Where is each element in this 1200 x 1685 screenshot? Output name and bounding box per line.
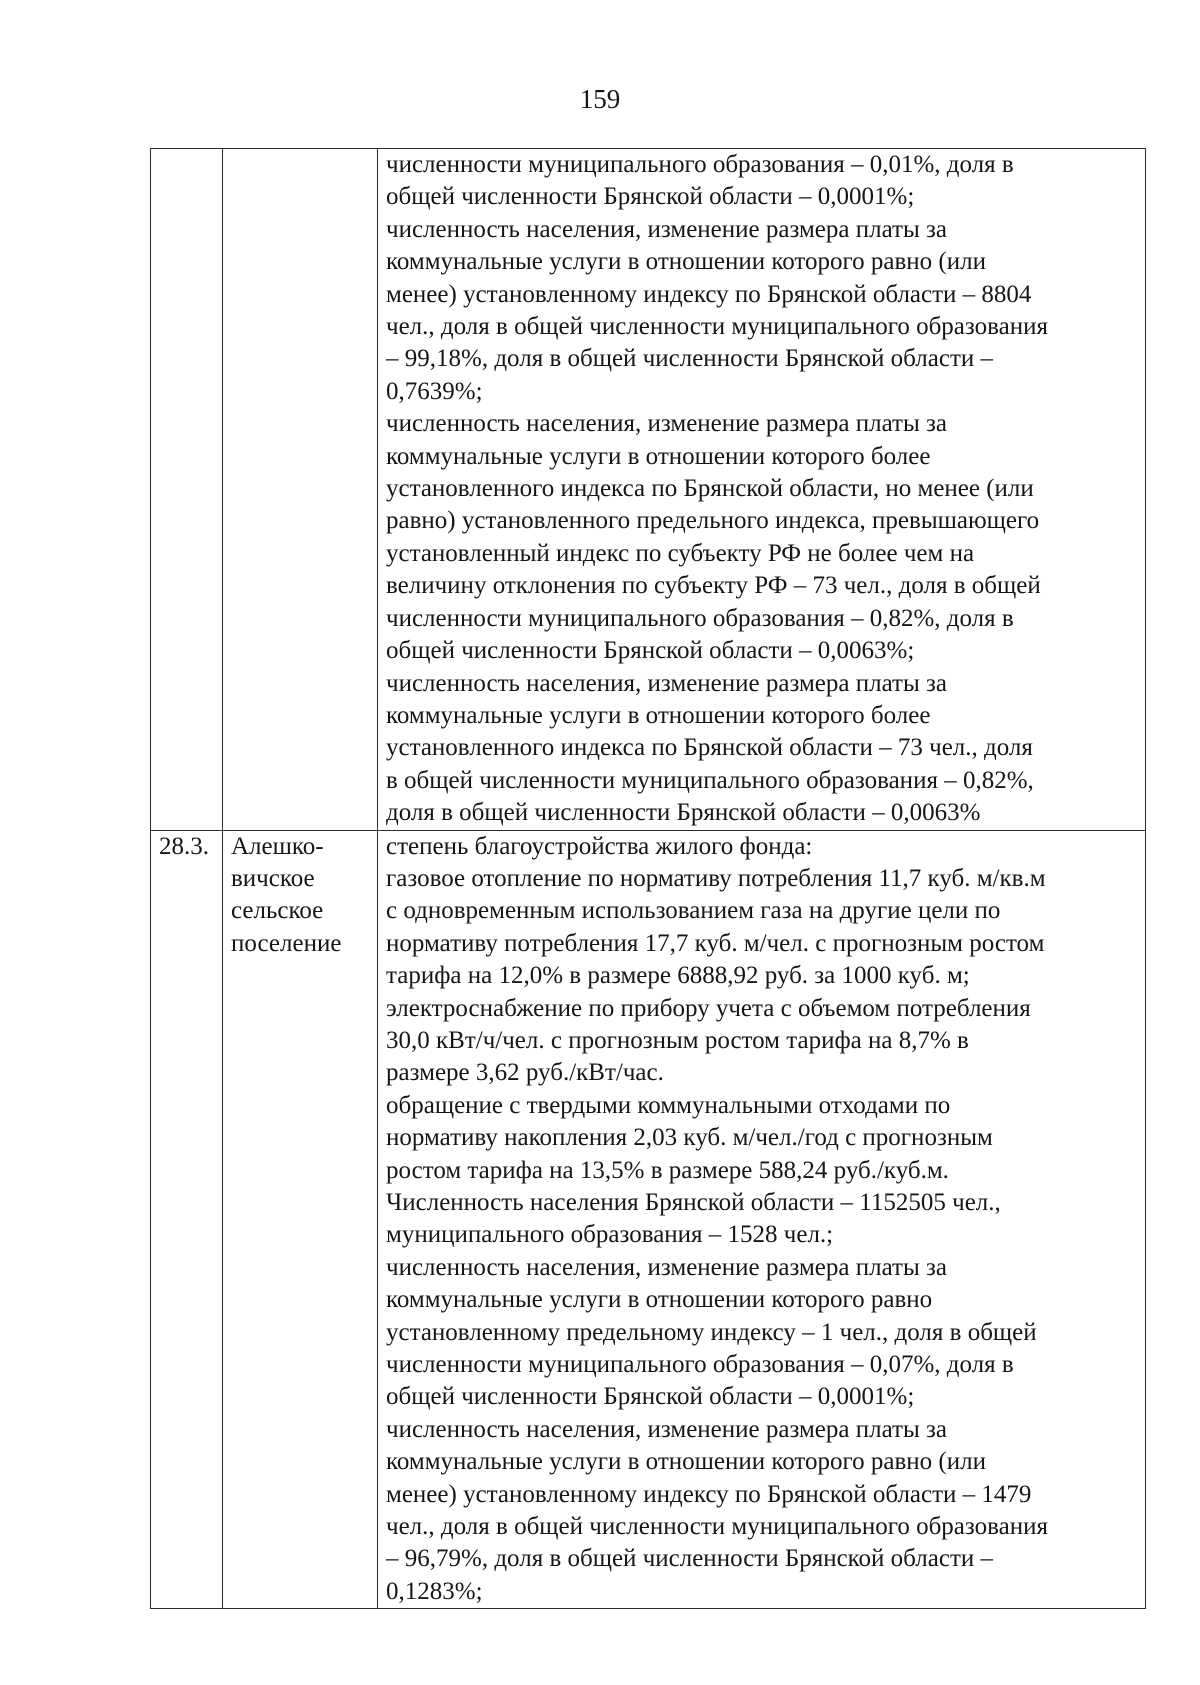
text-line: менее) установленному индексу по Брянской области – 1479 bbox=[386, 1480, 1032, 1508]
text-line: установленного индекса по Брянской области – 73 чел., доля bbox=[386, 734, 1033, 762]
text-line: 0,1283%; bbox=[386, 1577, 483, 1605]
text-line: в общей численности муниципального образования – 0,82%, bbox=[386, 766, 1034, 794]
name-line: сельское bbox=[231, 897, 324, 925]
text-line: обращение с твердыми коммунальными отходами по bbox=[386, 1091, 951, 1119]
text-line: коммунальные услуги в отношении которого равно (или bbox=[386, 1448, 986, 1476]
text-line: с одновременным использованием газа на другие цели по bbox=[386, 897, 1001, 925]
text-line: – 99,18%, доля в общей численности Брянской области – bbox=[386, 345, 993, 373]
text-line: нормативу накопления 2,03 куб. м/чел./год с прогнозным bbox=[386, 1124, 993, 1152]
text-line: тарифа на 12,0% в размере 6888,92 руб. за 1000 куб. м; bbox=[386, 962, 970, 990]
text-line: численность населения, изменение размера платы за bbox=[386, 1253, 947, 1281]
page-number: 159 bbox=[579, 84, 621, 114]
text-line: величину отклонения по субъекту РФ – 73 чел., доля в общей bbox=[386, 572, 1041, 600]
text-line: коммунальные услуги в отношении которого равно bbox=[386, 1286, 933, 1314]
name-line: Алешко- bbox=[231, 832, 324, 860]
text-line: муниципального образования – 1528 чел.; bbox=[386, 1221, 834, 1249]
text-line: общей численности Брянской области – 0,0001%; bbox=[386, 1383, 915, 1411]
municipality-name-cell bbox=[223, 149, 378, 831]
text-line: коммунальные услуги в отношении которого более bbox=[386, 442, 931, 470]
text-line: общей численности Брянской области – 0,0063%; bbox=[386, 637, 915, 665]
text-line: установленного индекса по Брянской области, но менее (или bbox=[386, 475, 1034, 503]
text-line: численность населения, изменение размера платы за bbox=[386, 410, 947, 438]
text-line: численности муниципального образования – 0,01%, доля в bbox=[386, 151, 1014, 178]
text-line: Численность населения Брянской области – 1152505 чел., bbox=[386, 1189, 1001, 1216]
name-line: вичское bbox=[231, 864, 315, 892]
text-line: установленному предельному индексу – 1 чел., доля в общей bbox=[386, 1318, 1037, 1346]
text-line: численность населения, изменение размера платы за bbox=[386, 215, 947, 243]
text-line: чел., доля в общей численности муниципального образования bbox=[386, 1513, 1048, 1541]
description-cell bbox=[378, 149, 1146, 831]
text-line: степень благоустройства жилого фонда: bbox=[386, 832, 813, 860]
table-row bbox=[151, 149, 1146, 831]
data-table bbox=[150, 148, 1146, 1609]
row-number-cell: 28.3. bbox=[151, 830, 223, 1609]
text-line: 0,7639%; bbox=[386, 377, 483, 405]
text-line: ростом тарифа на 13,5% в размере 588,24 руб./куб.м. bbox=[386, 1156, 949, 1184]
table-row bbox=[151, 830, 1146, 1609]
row-number-cell bbox=[151, 149, 223, 831]
text-line: численности муниципального образования – 0,07%, доля в bbox=[386, 1351, 1014, 1379]
text-line: доля в общей численности Брянской области – 0,0063% bbox=[386, 799, 981, 827]
text-line: газовое отопление по нормативу потребления 11,7 куб. м/кв.м bbox=[386, 864, 1046, 892]
text-line: численности муниципального образования – 0,82%, доля в bbox=[386, 604, 1014, 632]
text-line: размере 3,62 руб./кВт/час. bbox=[386, 1059, 664, 1087]
text-line: численность населения, изменение размера платы за bbox=[386, 1415, 947, 1443]
text-line: чел., доля в общей численности муниципального образования bbox=[386, 313, 1048, 341]
text-line: равно) установленного предельного индекса, превышающего bbox=[386, 507, 1040, 535]
text-line: коммунальные услуги в отношении которого равно (или bbox=[386, 248, 986, 276]
text-line: 30,0 кВт/ч/чел. с прогнозным ростом тарифа на 8,7% в bbox=[386, 1026, 969, 1054]
text-line: электроснабжение по прибору учета с объемом потребления bbox=[386, 994, 1031, 1022]
text-line: коммунальные услуги в отношении которого более bbox=[386, 701, 931, 729]
municipality-name-cell bbox=[223, 830, 378, 1609]
name-line: поселение bbox=[231, 929, 342, 957]
text-line: установленный индекс по субъекту РФ не более чем на bbox=[386, 539, 975, 567]
text-line: менее) установленному индексу по Брянской области – 8804 bbox=[386, 280, 1032, 308]
text-line: общей численности Брянской области – 0,0001%; bbox=[386, 183, 915, 211]
text-line: – 96,79%, доля в общей численности Брянской области – bbox=[386, 1545, 993, 1573]
text-line: численность населения, изменение размера платы за bbox=[386, 669, 947, 697]
text-line: нормативу потребления 17,7 куб. м/чел. с прогнозным ростом bbox=[386, 929, 1045, 957]
description-cell bbox=[378, 830, 1146, 1609]
